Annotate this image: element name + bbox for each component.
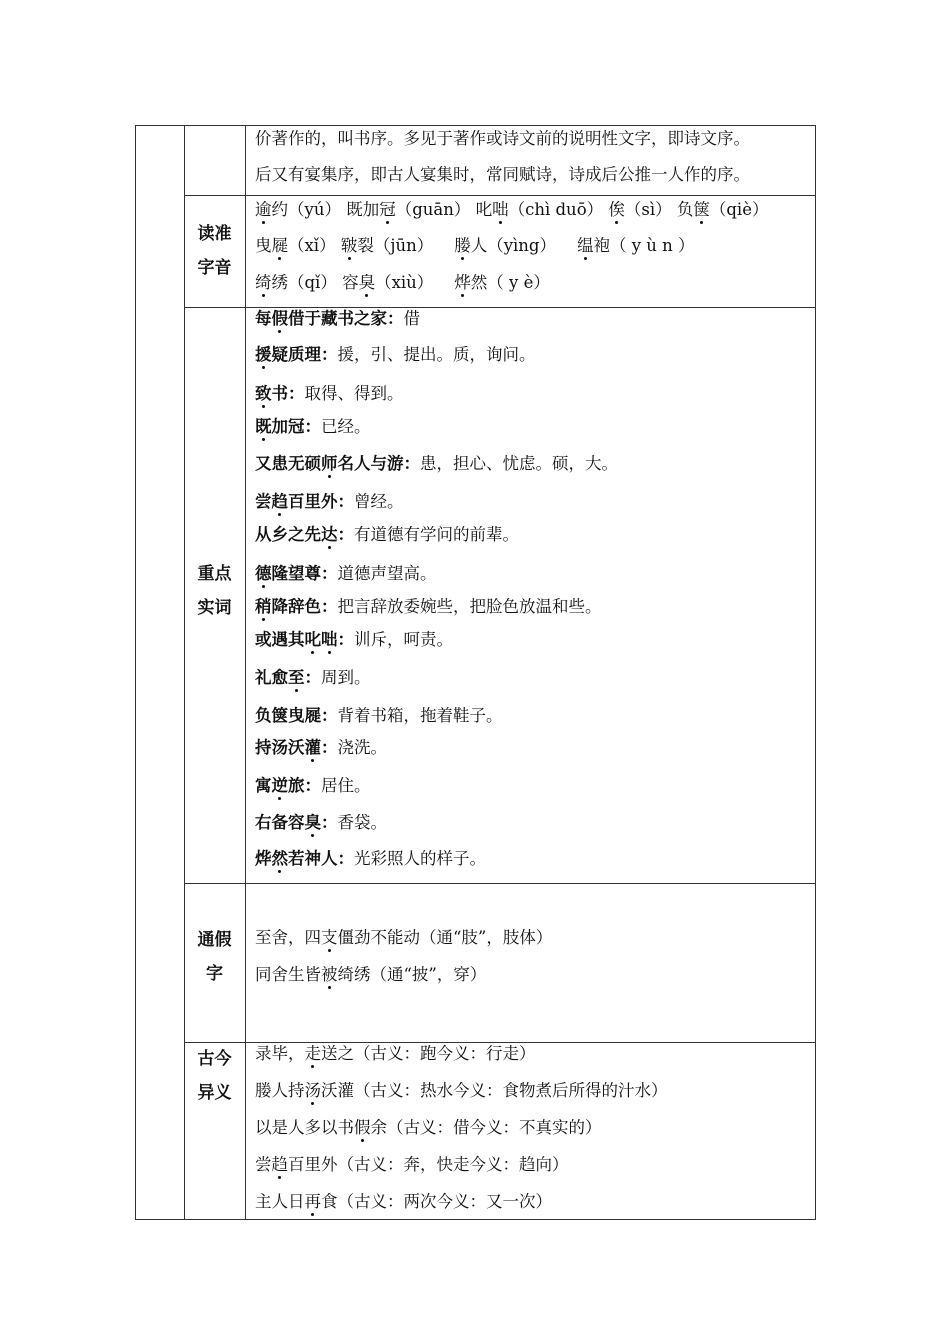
keyword-item (255, 308, 420, 330)
keywords-label: 重点 实词 (197, 564, 232, 618)
keyword-meaning: 背着书箱，拖着鞋子。 (337, 706, 503, 725)
ancient-modern-line: 主人日再食（古义：两次今义：又一次） (255, 1192, 552, 1211)
keyword-meaning: 训斥，呵责。 (354, 630, 453, 649)
keyword-term: 礼愈至： (255, 668, 321, 687)
keyword-term: 寓逆旅： (255, 776, 321, 795)
table-border-right (815, 125, 816, 1220)
keyword-item (255, 667, 371, 689)
keyword-item (255, 848, 486, 870)
loan-char-line: 至舍，四支僵劲不能动（通“肢”，肢体） (255, 928, 553, 947)
table-border-top (135, 125, 816, 126)
keyword-meaning: 把言辞放委婉些，把脸色放温和些。 (337, 597, 602, 616)
loan-chars-label: 通假 字 (197, 930, 232, 984)
keyword-item (255, 812, 387, 834)
keyword-item (255, 775, 371, 797)
keyword-item (255, 524, 519, 546)
ancient-modern-line: 尝趋百里外（古义：奔，快走今义：趋向） (255, 1155, 569, 1174)
keyword-term: 负箧曳屣： (255, 706, 338, 725)
keyword-term: 又患无硕师名人与游： (255, 454, 420, 473)
ancient-modern-line: 以是人多以书假余（古义：借今义：不真实的） (255, 1118, 602, 1137)
ancient-modern-line: 录毕，走送之（古义：跑今义：行走） (255, 1044, 536, 1063)
keyword-term: 或遇其叱咄： (255, 630, 354, 649)
keyword-meaning: 居住。 (321, 776, 371, 795)
keyword-item (255, 629, 453, 651)
table-column-divider (245, 125, 246, 1220)
keyword-item (255, 737, 387, 759)
keyword-meaning: 借 (403, 309, 420, 328)
intro-line: 价著作的，叫书序。多见于著作或诗文前的说明性文字，即诗文序。 (255, 129, 750, 148)
loan-char-line: 同舍生皆被绮绣（通“披”，穿） (255, 965, 487, 984)
keyword-meaning: 已经。 (321, 417, 371, 436)
keyword-term: 稍降辞色： (255, 597, 338, 616)
keyword-term: 致书： (255, 384, 305, 403)
keyword-item (255, 563, 437, 585)
row-divider (184, 195, 816, 196)
keyword-item (255, 491, 404, 513)
keyword-item (255, 344, 536, 366)
pronunciation-line: 曳屣（xǐ） 皲裂（jūn） 媵人（yìng） 缊袍（ y ù n ） (255, 236, 695, 255)
pronunciation-line: 绮绣（qǐ） 容臭（xiù） 烨然（ y è） (255, 273, 550, 292)
keyword-meaning: 有道德有学问的前辈。 (354, 525, 519, 544)
table-border-bottom (135, 1219, 816, 1220)
keyword-term: 尝趋百里外： (255, 492, 354, 511)
ancient-modern-line: 媵人持汤沃灌（古义：热水今义：食物煮后所得的汁水） (255, 1081, 668, 1100)
keyword-item (255, 596, 602, 618)
keyword-meaning: 浇洗。 (337, 738, 387, 757)
keyword-term: 烨然若神人： (255, 849, 354, 868)
pronunciation-line: 逾约（yú） 既加冠（guān） 叱咄（chì duō） 俟（sì） 负箧（qiè） (255, 200, 769, 219)
intro-line: 后又有宴集序，即古人宴集时，常同赋诗，诗成后公推一人作的序。 (255, 165, 750, 184)
keyword-term: 既加冠： (255, 417, 321, 436)
keyword-term: 每假借于藏书之家： (255, 309, 404, 328)
keyword-term: 援疑质理： (255, 345, 338, 364)
keyword-item (255, 705, 503, 727)
keyword-meaning: 道德声望高。 (337, 564, 437, 583)
keyword-meaning: 取得、得到。 (304, 384, 404, 403)
keyword-term: 持汤沃灌： (255, 738, 338, 757)
row-divider (184, 883, 816, 884)
keyword-meaning: 光彩照人的样子。 (354, 849, 486, 868)
keyword-term: 从乡之先达： (255, 525, 354, 544)
keyword-item (255, 383, 404, 405)
keyword-item (255, 416, 371, 438)
keyword-meaning: 援，引、提出。质，询问。 (337, 345, 536, 364)
keyword-meaning: 曾经。 (354, 492, 404, 511)
ancient-modern-label: 古今 异义 (197, 1049, 232, 1103)
table-border-left (135, 125, 136, 1220)
keyword-meaning: 香袋。 (337, 813, 387, 832)
notes-table (135, 125, 816, 1220)
keyword-term: 德隆望尊： (255, 564, 338, 583)
pronunciation-label: 读准 字音 (197, 224, 232, 278)
keyword-item (255, 453, 618, 475)
keyword-term: 右备容臭： (255, 813, 338, 832)
keyword-meaning: 周到。 (321, 668, 371, 687)
keyword-meaning: 患，担心、忧虑。硕，大。 (420, 454, 618, 473)
